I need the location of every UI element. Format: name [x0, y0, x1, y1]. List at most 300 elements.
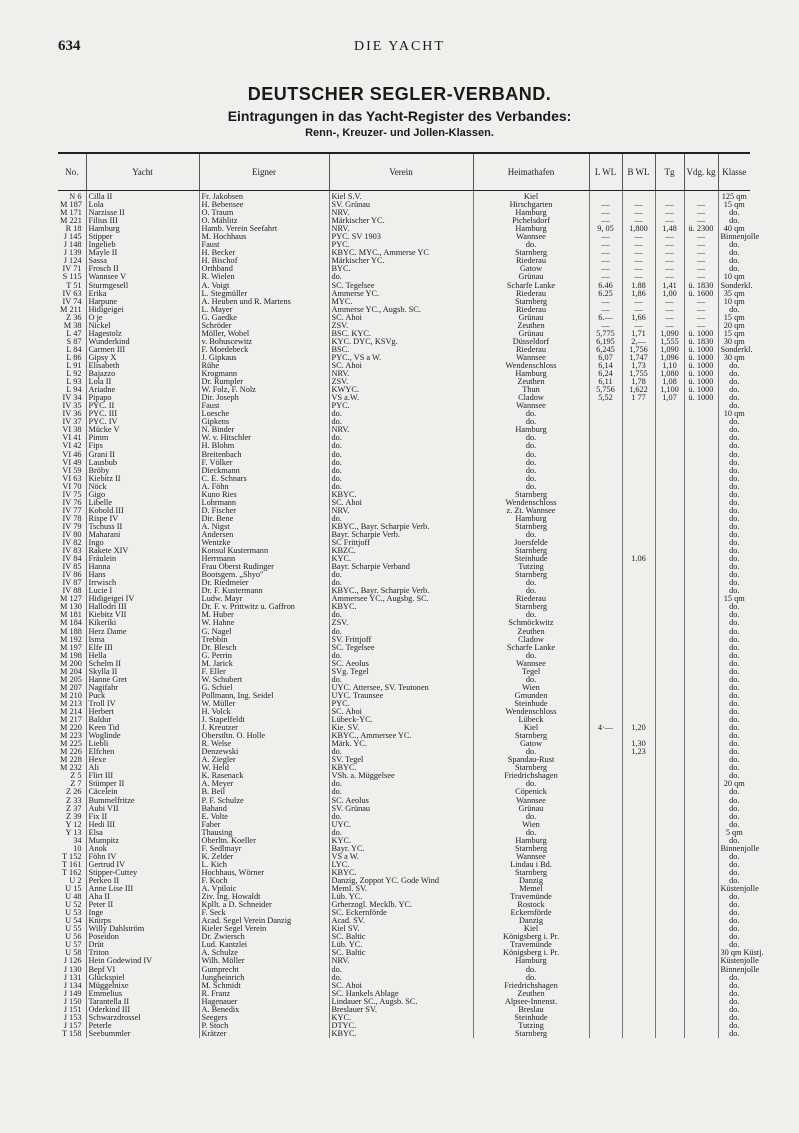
cell-displacement — [684, 459, 718, 467]
cell-no: M 198 — [60, 650, 82, 660]
cell-class: do. — [718, 716, 750, 724]
cell-beam-wl — [622, 571, 655, 579]
cell-beam-wl: 1,755 — [622, 370, 655, 378]
table-row — [58, 877, 750, 885]
cell-displacement — [684, 652, 718, 660]
table-row — [58, 386, 750, 394]
cell-draft — [655, 531, 684, 539]
cell-length-wl — [589, 853, 622, 861]
cell-home-port: Wannsee — [473, 354, 589, 362]
cell-beam-wl: — — [622, 241, 655, 249]
page-number: 634 — [58, 38, 81, 54]
cell-club: KBYC. — [329, 491, 473, 499]
cell-home-port: do. — [473, 966, 589, 974]
cell-yacht: Skylla II — [86, 668, 199, 676]
cell-club: Ammersee YC., Augsbg. SC. — [329, 595, 473, 603]
cell-beam-wl: — — [622, 217, 655, 225]
cell-class: do. — [718, 925, 750, 933]
cell-no: L 47 — [66, 328, 82, 338]
cell-owner: Lud. Kantzlei — [199, 941, 329, 949]
cell-beam-wl — [622, 410, 655, 418]
cell-yacht: Erika — [86, 290, 199, 298]
cell-yacht: Fräulein — [86, 555, 199, 563]
cell-draft: 1,080 — [655, 370, 684, 378]
cell-beam-wl — [622, 603, 655, 611]
cell-club: Lüb. YC. — [329, 893, 473, 901]
table-row — [58, 201, 750, 209]
cell-no: T 152 — [62, 851, 82, 861]
cell-club: do. — [329, 676, 473, 684]
cell-owner: Faust — [199, 241, 329, 249]
cell-beam-wl — [622, 644, 655, 652]
cell-displacement: — — [684, 306, 718, 314]
cell-length-wl — [589, 966, 622, 974]
cell-displacement — [684, 1014, 718, 1022]
cell-length-wl: 6.46 — [589, 282, 622, 290]
cell-draft — [655, 628, 684, 636]
cell-displacement: ü. 1000 — [684, 394, 718, 402]
cell-beam-wl: — — [622, 209, 655, 217]
cell-home-port: Steinhude — [473, 1014, 589, 1022]
table-row — [58, 861, 750, 869]
cell-owner: A. Heuben und R. Martens — [199, 298, 329, 306]
cell-home-port: Schmöckwitz — [473, 619, 589, 627]
cell-owner: B. Beil — [199, 788, 329, 796]
cell-home-port: Hamburg — [473, 426, 589, 434]
cell-class: do. — [718, 378, 750, 386]
cell-no: IV 63 — [62, 288, 82, 298]
table-row — [58, 418, 750, 426]
cell-owner: A. Meyer — [199, 780, 329, 788]
cell-no: M 181 — [60, 610, 82, 620]
cell-length-wl — [589, 982, 622, 990]
cell-beam-wl: 1,71 — [622, 330, 655, 338]
cell-class: do. — [718, 491, 750, 499]
cell-club: do. — [329, 652, 473, 660]
cell-beam-wl — [622, 974, 655, 982]
cell-length-wl — [589, 740, 622, 748]
cell-displacement — [684, 1030, 718, 1038]
cell-home-port: Pichelsdorf — [473, 217, 589, 225]
cell-beam-wl — [622, 901, 655, 909]
cell-yacht: Woglinde — [86, 732, 199, 740]
cell-length-wl — [589, 467, 622, 475]
cell-yacht: Pimm — [86, 434, 199, 442]
cell-yacht: Stipper-Cuttey — [86, 869, 199, 877]
cell-length-wl: — — [589, 233, 622, 241]
cell-class: do. — [718, 241, 750, 249]
cell-length-wl: — — [589, 298, 622, 306]
cell-yacht: Mayle II — [86, 249, 199, 257]
cell-owner: Bahand — [199, 805, 329, 813]
cell-displacement — [684, 644, 718, 652]
cell-class: do. — [718, 877, 750, 885]
cell-club: MYC. — [329, 298, 473, 306]
cell-displacement — [684, 861, 718, 869]
cell-displacement — [684, 418, 718, 426]
cell-beam-wl — [622, 949, 655, 957]
cell-yacht: Keen Tid — [86, 724, 199, 732]
cell-owner: Herrmann — [199, 555, 329, 563]
cell-no: IV 84 — [62, 554, 82, 564]
cell-draft: 1,07 — [655, 394, 684, 402]
table-row — [58, 917, 750, 925]
cell-class: 20 qm — [718, 780, 750, 788]
cell-owner: Dr. Zwiersch — [199, 933, 329, 941]
cell-no: IV 36 — [62, 409, 82, 419]
cell-displacement: ü. 1830 — [684, 338, 718, 346]
cell-class: 30 qm — [718, 354, 750, 362]
cell-length-wl — [589, 885, 622, 893]
cell-no: IV 37 — [62, 417, 82, 427]
cell-home-port: Starnberg — [473, 732, 589, 740]
cell-class: do. — [718, 257, 750, 265]
cell-club: SC. Tegelsee — [329, 282, 473, 290]
cell-club: VS a W. — [329, 853, 473, 861]
cell-length-wl — [589, 628, 622, 636]
cell-beam-wl — [622, 636, 655, 644]
cell-no: VI 49 — [62, 457, 82, 467]
cell-yacht: Ingelieb — [86, 241, 199, 249]
cell-yacht: Inge — [86, 909, 199, 917]
cell-class: Binnenjolle — [718, 966, 750, 974]
cell-displacement — [684, 426, 718, 434]
cell-length-wl: 6,245 — [589, 346, 622, 354]
table-row — [58, 692, 750, 700]
cell-class: do. — [718, 636, 750, 644]
cell-draft — [655, 1006, 684, 1014]
cell-home-port: Hamburg — [473, 515, 589, 523]
cell-no: J 145 — [63, 232, 82, 242]
cell-owner: Kpllt. a D. Schneider — [199, 901, 329, 909]
cell-club: SC Frittjoff — [329, 539, 473, 547]
cell-yacht: Triton — [86, 949, 199, 957]
cell-home-port: Hamburg — [473, 370, 589, 378]
cell-no: IV 80 — [62, 529, 82, 539]
cell-no: U 58 — [65, 948, 82, 958]
table-row — [58, 1014, 750, 1022]
cell-yacht: Glückspiel — [86, 974, 199, 982]
cell-class: 10 qm — [718, 298, 750, 306]
cell-owner: A. Föhn — [199, 483, 329, 491]
cell-length-wl — [589, 837, 622, 845]
cell-club: SV. Grünau — [329, 201, 473, 209]
table-row — [58, 410, 750, 418]
cell-class: 35 qm — [718, 290, 750, 298]
cell-class: do. — [718, 700, 750, 708]
cell-displacement — [684, 756, 718, 764]
cell-yacht: Aha II — [86, 893, 199, 901]
cell-no: Y 12 — [65, 819, 82, 829]
cell-length-wl — [589, 821, 622, 829]
cell-club: ZSV. — [329, 322, 473, 330]
cell-club: KYC. — [329, 555, 473, 563]
cell-home-port: Hamburg — [473, 957, 589, 965]
cell-yacht: Sassa — [86, 257, 199, 265]
cell-length-wl — [589, 660, 622, 668]
cell-owner: Hagenauer — [199, 998, 329, 1006]
header-length-wl: L WL — [589, 153, 622, 191]
cell-owner: Hochhaus, Wörner — [199, 869, 329, 877]
table-row — [58, 426, 750, 434]
cell-length-wl — [589, 756, 622, 764]
cell-displacement — [684, 692, 718, 700]
cell-beam-wl — [622, 941, 655, 949]
cell-owner: Krogmann — [199, 370, 329, 378]
cell-yacht: Stümper II — [86, 780, 199, 788]
cell-length-wl — [589, 925, 622, 933]
cell-class: do. — [718, 748, 750, 756]
cell-no: J 151 — [63, 1004, 82, 1014]
cell-owner: Konsul Kustermann — [199, 547, 329, 555]
table-row — [58, 805, 750, 813]
table-row — [58, 354, 750, 362]
cell-beam-wl: 1,20 — [622, 724, 655, 732]
cell-home-port: Zeuthen — [473, 378, 589, 386]
cell-home-port: do. — [473, 748, 589, 756]
cell-displacement — [684, 982, 718, 990]
cell-home-port: Hamburg — [473, 225, 589, 233]
cell-class: do. — [718, 708, 750, 716]
cell-displacement — [684, 531, 718, 539]
cell-home-port: Lindau i Bd. — [473, 861, 589, 869]
cell-yacht: Hanna — [86, 563, 199, 571]
cell-no: M 213 — [60, 698, 82, 708]
cell-displacement — [684, 402, 718, 410]
cell-club: Kie. SV. — [329, 724, 473, 732]
cell-no: M 38 — [63, 320, 82, 330]
cell-beam-wl — [622, 756, 655, 764]
cell-draft — [655, 869, 684, 877]
header-owner: Eigner — [199, 153, 329, 191]
cell-owner: Denzewski — [199, 748, 329, 756]
cell-no: L 84 — [66, 344, 82, 354]
cell-yacht: Liebli — [86, 740, 199, 748]
cell-owner: Orthband — [199, 265, 329, 273]
cell-home-port: Zeuthen — [473, 628, 589, 636]
cell-owner: Ziv. Ing. Howaldt — [199, 893, 329, 901]
cell-club: do. — [329, 829, 473, 837]
cell-displacement: — — [684, 249, 718, 257]
cell-draft — [655, 515, 684, 523]
cell-no: U 54 — [65, 916, 82, 926]
cell-club: UYC. Attersee, SV. Teutonen — [329, 684, 473, 692]
cell-beam-wl — [622, 982, 655, 990]
cell-beam-wl — [622, 402, 655, 410]
cell-class: do. — [718, 426, 750, 434]
cell-owner: A. Voigt — [199, 282, 329, 290]
cell-owner: O. Mählitz — [199, 217, 329, 225]
cell-class: do. — [718, 740, 750, 748]
cell-no: U 55 — [65, 924, 82, 934]
cell-yacht: Carmen III — [86, 346, 199, 354]
cell-class: do. — [718, 974, 750, 982]
cell-draft — [655, 845, 684, 853]
cell-draft — [655, 442, 684, 450]
cell-home-port: Riederau — [473, 290, 589, 298]
cell-draft — [655, 998, 684, 1006]
cell-beam-wl: — — [622, 298, 655, 306]
cell-no: L 86 — [66, 352, 82, 362]
cell-draft: — — [655, 233, 684, 241]
cell-class: do. — [718, 571, 750, 579]
cell-length-wl — [589, 732, 622, 740]
cell-yacht: Sturmgesell — [86, 282, 199, 290]
cell-length-wl — [589, 990, 622, 998]
cell-draft — [655, 901, 684, 909]
table-row — [58, 467, 750, 475]
cell-displacement — [684, 547, 718, 555]
cell-length-wl — [589, 676, 622, 684]
cell-yacht: Seebummler — [86, 1030, 199, 1038]
cell-home-port: do. — [473, 829, 589, 837]
cell-displacement — [684, 885, 718, 893]
cell-draft — [655, 507, 684, 515]
cell-displacement — [684, 909, 718, 917]
table-row — [58, 209, 750, 217]
cell-draft: — — [655, 265, 684, 273]
table-row — [58, 780, 750, 788]
cell-club: PYC. — [329, 700, 473, 708]
cell-no: U 15 — [65, 884, 82, 894]
cell-club: Märk. YC. — [329, 740, 473, 748]
cell-displacement — [684, 772, 718, 780]
table-header-row — [58, 153, 750, 191]
table-row — [58, 523, 750, 531]
cell-length-wl: 6,24 — [589, 370, 622, 378]
cell-club: SC. Ahoi — [329, 982, 473, 990]
cell-draft — [655, 563, 684, 571]
running-head: DIE YACHT — [354, 39, 445, 54]
header-displacement: Vdg. kg — [684, 153, 718, 191]
header-draft: Tg — [655, 153, 684, 191]
cell-club: ZSV. — [329, 619, 473, 627]
cell-home-port: Starnberg — [473, 523, 589, 531]
cell-yacht: Gipsy X — [86, 354, 199, 362]
cell-beam-wl: — — [622, 273, 655, 281]
cell-class: do. — [718, 652, 750, 660]
cell-home-port: Starnberg — [473, 491, 589, 499]
table-row — [58, 837, 750, 845]
cell-beam-wl — [622, 619, 655, 627]
cell-displacement: — — [684, 201, 718, 209]
table-row — [58, 982, 750, 990]
table-row — [58, 684, 750, 692]
cell-draft — [655, 957, 684, 965]
cell-length-wl — [589, 949, 622, 957]
cell-club: UYC. Traunsee — [329, 692, 473, 700]
cell-displacement — [684, 434, 718, 442]
cell-class: do. — [718, 628, 750, 636]
cell-length-wl: — — [589, 273, 622, 281]
cell-club: KBYC. — [329, 764, 473, 772]
cell-displacement — [684, 732, 718, 740]
cell-draft — [655, 555, 684, 563]
cell-length-wl: 6,195 — [589, 338, 622, 346]
cell-draft — [655, 539, 684, 547]
cell-length-wl — [589, 475, 622, 483]
cell-owner: W. Müller — [199, 700, 329, 708]
cell-length-wl: 6,14 — [589, 362, 622, 370]
cell-yacht: Stipper — [86, 233, 199, 241]
cell-club: Breslauer SV. — [329, 1006, 473, 1014]
cell-home-port: Wendenschloss — [473, 708, 589, 716]
cell-draft — [655, 1014, 684, 1022]
cell-class: 20 qm — [718, 322, 750, 330]
cell-yacht: Puck — [86, 692, 199, 700]
cell-beam-wl: 1,78 — [622, 378, 655, 386]
cell-class: do. — [718, 756, 750, 764]
cell-length-wl — [589, 692, 622, 700]
cell-beam-wl — [622, 861, 655, 869]
cell-club: Danzig, Zoppot YC. Gode Wind — [329, 877, 473, 885]
cell-club: do. — [329, 611, 473, 619]
cell-no: Z 36 — [66, 312, 82, 322]
cell-no: M 220 — [60, 723, 82, 733]
cell-length-wl — [589, 957, 622, 965]
cell-owner: L. Stegmüller — [199, 290, 329, 298]
cell-yacht: Kiebitz II — [86, 475, 199, 483]
cell-yacht: Elfchen — [86, 748, 199, 756]
cell-length-wl — [589, 410, 622, 418]
cell-no: M 204 — [60, 666, 82, 676]
table-row — [58, 539, 750, 547]
cell-owner: Ludw. Mayr — [199, 595, 329, 603]
cell-beam-wl — [622, 957, 655, 965]
cell-displacement — [684, 579, 718, 587]
table-row — [58, 748, 750, 756]
cell-displacement — [684, 829, 718, 837]
cell-displacement — [684, 805, 718, 813]
cell-draft — [655, 861, 684, 869]
table-row — [58, 644, 750, 652]
cell-yacht: Bummelfritze — [86, 797, 199, 805]
cell-owner: Dr. F. Kustermann — [199, 587, 329, 595]
cell-yacht: Schwarzdrossel — [86, 1014, 199, 1022]
cell-class: do. — [718, 611, 750, 619]
cell-length-wl — [589, 772, 622, 780]
table-row — [58, 772, 750, 780]
cell-no: M 205 — [60, 674, 82, 684]
table-row — [58, 563, 750, 571]
cell-length-wl — [589, 491, 622, 499]
cell-draft: 1,08 — [655, 378, 684, 386]
cell-draft — [655, 475, 684, 483]
cell-club: KYC. — [329, 1014, 473, 1022]
cell-class: do. — [718, 619, 750, 627]
cell-class: do. — [718, 1030, 750, 1038]
cell-club: Lindauer SC., Augsb. SC. — [329, 998, 473, 1006]
table-row — [58, 619, 750, 627]
cell-club: KBYC. — [329, 1030, 473, 1038]
cell-length-wl: 5,775 — [589, 330, 622, 338]
cell-draft — [655, 603, 684, 611]
cell-draft — [655, 668, 684, 676]
cell-home-port: do. — [473, 451, 589, 459]
cell-yacht: Willy Dahlström — [86, 925, 199, 933]
cell-draft — [655, 885, 684, 893]
cell-yacht: Hallodri III — [86, 603, 199, 611]
table-row — [58, 949, 750, 957]
cell-yacht: Knirps — [86, 917, 199, 925]
cell-owner: Schröder — [199, 322, 329, 330]
cell-club: NRV. — [329, 370, 473, 378]
cell-owner: Acad. Segel Verein Danzig — [199, 917, 329, 925]
cell-beam-wl: 1,86 — [622, 290, 655, 298]
cell-length-wl — [589, 442, 622, 450]
cell-owner: F. Seck — [199, 909, 329, 917]
cell-length-wl — [589, 893, 622, 901]
